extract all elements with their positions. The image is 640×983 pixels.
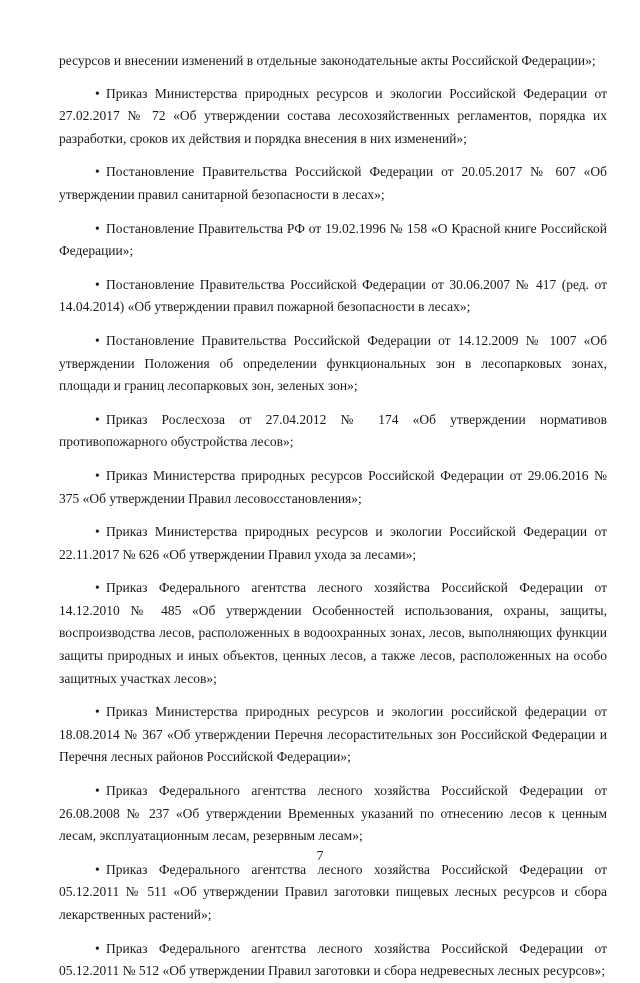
bullet-icon: • — [95, 524, 100, 540]
list-item-text: Постановление Правительства РФ от 19.02.1996 № 158 «О Красной книге Российской Федерации»; — [59, 220, 607, 259]
list-item — [59, 409, 607, 454]
list-item-text: Приказ Федерального агентства лесного хозяйства Российской Федерации от 05.12.2011 № 512 «Об утверждении Правил заготовки и сбора недревесных лесных ресурсов»; — [59, 940, 607, 979]
list-item — [59, 218, 607, 263]
list-item — [59, 465, 607, 510]
list-item — [59, 780, 607, 848]
bullet-icon: • — [95, 332, 100, 348]
bullet-icon: • — [95, 704, 100, 720]
bullet-icon: • — [95, 467, 100, 483]
continuation-text: ресурсов и внесении изменений в отдельные законодательные акты Российской Федерации»; — [59, 53, 596, 68]
list-item — [59, 859, 607, 927]
bullet-icon: • — [95, 940, 100, 956]
list-item-text: Приказ Министерства природных ресурсов и экологии российской федерации от 18.08.2014 № 367 «Об утверждении Перечня лесорастительных зон Российской Федерации и Перечня лесных районов Российской Федерации»; — [59, 704, 607, 765]
list-item-text: Приказ Министерства природных ресурсов Российской Федерации от 29.06.2016 № 375 «Об утверждении Правил лесовосстановления»; — [59, 467, 607, 506]
list-item-text: Приказ Федерального агентства лесного хозяйства Российской Федерации от 14.12.2010 № 485 «Об утверждении Особенностей использования, охраны, защиты, воспроизводства лесов, расположенных в водоохранных зонах, лесов, выполняющих функции защиты природных и иных объектов, ценных лесов, а также лесов, расположенных на особо защитных участках лесов»; — [59, 580, 607, 686]
bullet-icon: • — [95, 85, 100, 101]
bullet-icon: • — [95, 411, 100, 427]
list-item-text: Приказ Министерства природных ресурсов и экологии Российской Федерации от 22.11.2017 № 626 «Об утверждении Правил ухода за лесами»; — [59, 524, 607, 562]
list-item — [59, 161, 607, 206]
bullet-icon: • — [95, 861, 100, 877]
list-item — [59, 521, 607, 566]
bullet-icon: • — [95, 164, 100, 180]
bullet-icon: • — [95, 220, 100, 236]
bullet-icon: • — [95, 580, 100, 596]
bullet-icon: • — [95, 783, 100, 799]
list-item — [59, 274, 607, 319]
list-item — [59, 83, 607, 151]
list-item-text: Приказ Министерства природных ресурсов и экологии Российской Федерации от 27.02.2017 № 72 «Об утверждении состава лесохозяйственных регламентов, порядка их разработки, сроков их действия и порядка внесения в них изменений»; — [59, 85, 607, 146]
list-item-text: Приказ Рослесхоза от 27.04.2012 № 174 «Об утверждении нормативов противопожарного обустройства лесов»; — [59, 411, 607, 450]
list-item — [59, 577, 607, 690]
bullet-icon: • — [95, 276, 100, 292]
list-item — [59, 701, 607, 769]
list-item-text: Постановление Правительства Российской Федерации от 20.05.2017 № 607 «Об утверждении правил санитарной безопасности в лесах»; — [59, 164, 607, 202]
page-number: 7 — [316, 849, 324, 864]
list-item-text: Приказ Федерального агентства лесного хозяйства Российской Федерации от 05.12.2011 № 511 «Об утверждении Правил заготовки пищевых лесных ресурсов и сбора лекарственных растений»; — [59, 861, 607, 922]
list-item-text: Постановление Правительства Российской Федерации от 30.06.2007 № 417 (ред. от 14.04.2014) «Об утверждении правил пожарной безопасности в лесах»; — [59, 276, 607, 315]
list-item — [59, 330, 607, 398]
list-item-text: Приказ Федерального агентства лесного хозяйства Российской Федерации от 26.08.2008 № 237 «Об утверждении Временных указаний по отнесению лесов к ценным лесам, эксплуатационным лесам, резервным лесам»; — [59, 783, 607, 844]
list-item-text: Постановление Правительства Российской Федерации от 14.12.2009 № 1007 «Об утверждении Положения об определении функциональных зон в лесопарковых зонах, площади и границ лесопарковых зон, зеленых зон»; — [59, 332, 607, 394]
list-item — [59, 938, 607, 983]
